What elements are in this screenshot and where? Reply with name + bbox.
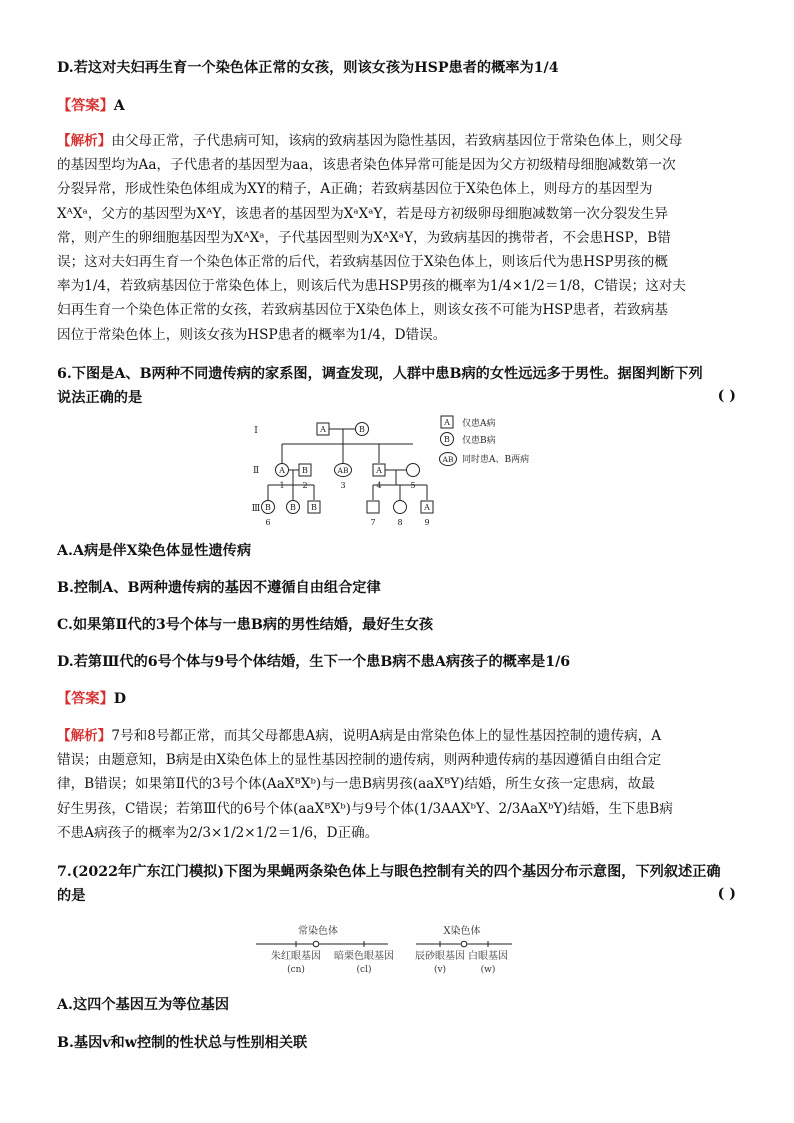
symbol-label: B [265,503,271,512]
individual-number: 1 [279,481,285,490]
pedigree-female-5 [407,464,420,477]
q6-stem-line: 6.下图是A、B两种不同遗传病的家系图，调查发现，人群中患B病的女性远远多于男性。据图判断下列 [57,366,703,382]
gene-code: (cn) [287,965,305,975]
analysis-line: 7号和8号都正常，而其父母都患A病，说明A病是由常染色体上的显性基因控制的遗传病，A [111,728,662,744]
q7-stem-line: 的是 [57,888,86,904]
q7-option-b: B.基因v和w控制的性状总与性别相关联 [57,1035,308,1051]
legend-text: 同时患A、B两病 [462,455,530,465]
autosome-label: 常染色体 [298,926,338,937]
symbol-label: B [302,466,308,475]
analysis-line: 误；这对夫妇再生育一个染色体正常的后代，若致病基因位于X染色体上，则该后代为患HSP男孩的概 [57,254,668,271]
symbol-label: A [320,425,326,434]
legend-symbol: B [444,435,450,444]
analysis-line: 好生男孩，C错误；若第Ⅲ代的6号个体(aaXᴮXᵇ)与9号个体(1/3AAXᵇY、2/3AaXᵇY)结婚，生下患B病 [57,800,673,817]
legend-symbol: A [444,418,450,427]
q7-answer-blank: ( ) [717,886,736,902]
analysis-tag: 【解析】 [57,728,112,744]
gene-name: 朱红眼基因 [271,951,321,962]
individual-number: 5 [410,481,416,490]
gene-name: 辰砂眼基因 [415,951,465,962]
analysis-line: 不患A病孩子的概率为2/3×1/2×1/2＝1/6，D正确。 [57,824,379,841]
q5-option-d: D.若这对夫妇再生育一个染色体正常的女孩，则该女孩为HSP患者的概率为1/4 [57,60,559,76]
centromere [313,941,319,947]
q6-answer [57,689,126,709]
gene-name: 白眼基因 [468,951,508,962]
analysis-line: XᴬXᵃ，父方的基因型为XᴬY，该患者的基因型为XᵃXᵃY，若是母方初级卵母细胞减数第一次分裂发生异 [57,205,668,222]
analysis-line: 率为1/4，若致病基因位于常染色体上，则该后代为患HSP男孩的概率为1/4×1/2＝1/8，C错误；这对夫 [57,278,686,295]
analysis-line: 分裂异常，形成性染色体组成为XY的精子，A正确；若致病基因位于X染色体上，则母方的基因型为 [57,181,653,198]
pedigree-individual-8 [394,501,407,514]
individual-number: 7 [370,518,376,527]
centromere [461,941,467,947]
analysis-line: 的基因型均为Aa，子代患者的基因型为aa，该患者染色体异常可能是因为父方初级精母细胞减数第一次 [57,157,676,174]
individual-number: 2 [302,481,308,490]
chromosome-gene-figure [252,922,552,978]
gene-code: (cl) [356,965,372,975]
analysis-line: 常，则产生的卵细胞基因型为XᴬXᵃ，子代基因型则为XᴬXᵃY，为致病基因的携带者，不会患HSP，B错 [57,229,671,246]
answer-tag: 【答案】 [57,98,114,114]
symbol-label: AB [337,466,349,475]
q5-analysis [57,129,743,347]
legend-symbol: AB [442,455,454,464]
individual-number: 4 [376,481,382,490]
q7-stem-line: 7.(2022年广东江门模拟)下图为果蝇两条染色体上与眼色控制有关的四个基因分布示意图，下列叙述正确 [57,864,721,880]
symbol-label: B [311,503,317,512]
pedigree-chart [248,414,548,532]
legend-text: 仅患A病 [462,419,496,429]
analysis-tag: 【解析】 [57,133,112,149]
analysis-line: 因位于常染色体上，则该女孩为HSP患者的概率为1/4，D错误。 [57,326,447,343]
gene-code: (w) [480,965,496,975]
q6-option-a: A.A病是伴X染色体显性遗传病 [57,543,252,559]
q6-answer-blank: ( ) [717,388,736,404]
analysis-line: 律，B错误；如果第Ⅱ代的3号个体(AaXᴮXᵇ)与一患B病男孩(aaXᴮY)结婚，所生女孩一定患病，故最 [57,776,655,793]
q5-answer [57,96,125,116]
symbol-label: B [359,425,365,434]
individual-number: 3 [340,481,346,490]
legend-text: 仅患B病 [462,436,496,446]
analysis-line: 由父母正常，子代患病可知，该病的致病基因为隐性基因，若致病基因位于常染色体上，则父母 [111,133,683,149]
gene-code: (v) [433,965,447,975]
individual-number: 9 [424,518,430,527]
symbol-label: A [424,503,430,512]
q7-option-a: A.这四个基因互为等位基因 [57,997,230,1013]
q6-option-d: D.若第Ⅲ代的6号个体与9号个体结婚，生下一个患B病不患A病孩子的概率是1/6 [57,654,571,670]
gene-name: 暗栗色眼基因 [334,951,394,962]
pedigree-individual-7 [367,501,379,513]
symbol-label: A [376,466,382,475]
symbol-label: B [290,503,296,512]
generation-label: Ⅰ [254,426,258,436]
q6-analysis [57,724,743,845]
analysis-line: 错误；由题意知，B病是由X染色体上的显性基因控制的遗传病，则两种遗传病的基因遵循自由组合定 [57,752,662,769]
q6-option-b: B.控制A、B两种遗传病的基因不遵循自由组合定律 [57,580,381,596]
q6-option-c: C.如果第Ⅱ代的3号个体与一患B病的男性结婚，最好生女孩 [57,617,434,633]
x-chromosome-label: X染色体 [443,926,481,937]
answer-tag: 【答案】 [57,691,114,707]
q6-stem-line: 说法正确的是 [57,390,143,406]
answer-value: D [113,691,127,707]
individual-number: 6 [265,518,271,527]
generation-label: Ⅱ [252,466,260,476]
generation-label: Ⅲ [251,504,261,514]
individual-number: 8 [397,518,403,527]
answer-value: A [113,98,125,114]
symbol-label: A [279,466,285,475]
analysis-line: 妇再生育一个染色体正常的女孩，若致病基因位于X染色体上，则该女孩不可能为HSP患者，若致病基 [57,302,668,319]
